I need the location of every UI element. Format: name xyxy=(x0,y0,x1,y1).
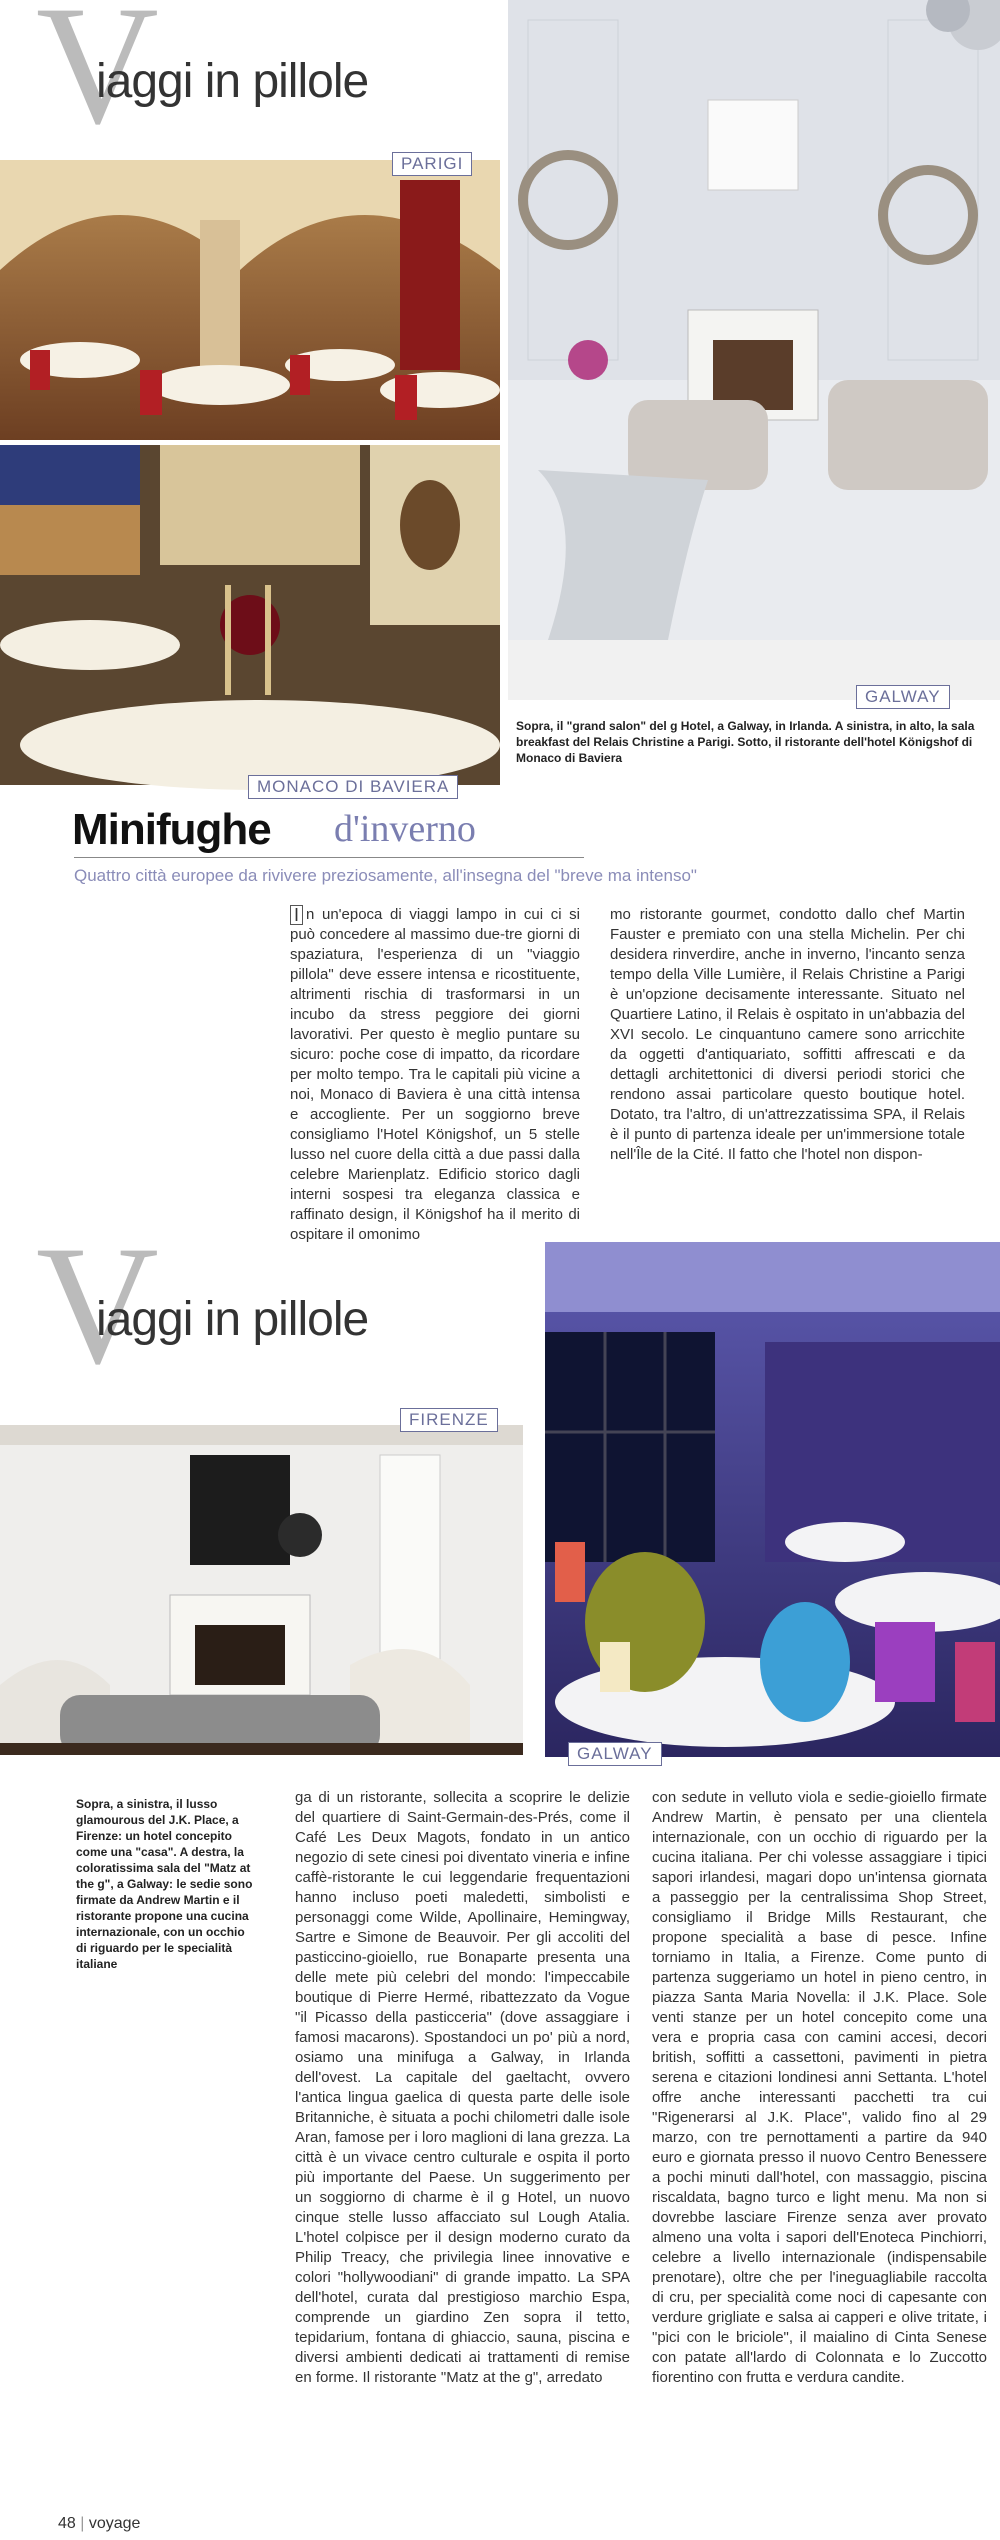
article-column-4 xyxy=(652,1788,987,2508)
label-galway-bottom: GALWAY xyxy=(568,1742,662,1766)
section-logo-text: iaggi in pillole xyxy=(96,55,369,108)
photo-galway-matz-restaurant xyxy=(545,1242,1000,1757)
drop-cap: I xyxy=(290,905,303,925)
article-column-3 xyxy=(295,1788,630,2508)
caption-top: Sopra, il "grand salon" del g Hotel, a Galway, in Irlanda. A sinistra, in alto, la sala breakfast del Relais Christine a Parigi. Sotto, il ristorante dell'hotel Königshof di Monaco di Baviera xyxy=(516,719,975,765)
title-light: d'inverno xyxy=(334,808,476,850)
title-bold: Minifughe xyxy=(72,805,271,854)
article-column-1 xyxy=(290,905,580,1243)
title-divider xyxy=(74,857,584,858)
label-monaco: MONACO DI BAVIERA xyxy=(248,775,458,799)
label-galway-top: GALWAY xyxy=(856,685,950,709)
column-4-text: con sedute in velluto viola e sedie-gioiello firmate Andrew Martin, è pensato per una clientela internazionale, con un occhio di riguardo per la cucina italiana. Per chi volesse assaggiare i tipici sapori irlandesi, magari dopo un'intensa giornata a passeggio per la centralissima Shop Street, consigliamo il Bridge Mills Restaurant, che propone specialità a base di pesce. Infine torniamo in Italia, a Firenze. Come punto di partenza suggeriamo un hotel in pieno centro, in piazza Santa Maria Novella: il J.K. Place. Sole venti stanze per un hotel concepito come una vera e propria casa con camini accesi, decori british, soffitti a cassettoni, pavimenti in pietra serena e citazioni londinesi anni Settanta. L'hotel offre anche interessanti pacchetti tra cui "Rigenerarsi al J.K. Place", valido fino al 29 marzo, con tre pernottamenti a partire da 940 euro e giornata presso il nuovo Centro Benessere a pochi minuti dall'hotel, con massaggio, piscina riscaldata, bagno turco e light menu. Ma non si dovrebbe lasciare Firenze senza aver provato almeno una volta i sapori dell'Enoteca Pinchiorri, celebre a livello internazionale (indispensabile prenotare), oltre che per l'ineguagliabile raccolta di cru, per specialità come noci di capesante con verdure grigliate e salsa ai capperi e olive tritate, i "pici con le briciole", il maialino di Cinta Senese con patate all'lardo di Colonnata e lo Zuccotto fiorentino con frutta e verdura candite. xyxy=(652,1789,987,2386)
label-parigi: PARIGI xyxy=(392,152,472,176)
article-subtitle: Quattro città europee da rivivere preziosamente, all'insegna del "breve ma intenso" xyxy=(74,866,697,885)
photo-firenze-jk-place xyxy=(0,1425,523,1755)
section-logo-v: V xyxy=(36,0,159,159)
section-logo-v-bottom: V xyxy=(36,1211,159,1399)
magazine-name: voyage xyxy=(88,2515,141,2532)
column-2-text: mo ristorante gourmet, condotto dallo chef Martin Fauster e premiato con una stella Michelin. Per chi desidera rinverdire, anche in inverno, l'incanto senza tempo della Ville Lumière, il Relais Christine a Parigi è un'opzione decisamente interessante. Situato nel Quartiere Latino, il Relais è ospitato in un'abbazia del XVI secolo. Le cinquantuno camere sono arricchite da oggetti d'antiquariato, soffitti affrescati e da dettagli architettonici di diversi periodi storici che rendono assai particolare questo boutique hotel. Dotato, tra l'altro, di un'attrezzatissima SPA, il Relais è il punto di partenza ideale per un'immersione totale nell'Île de la Cité. Il fatto che l'hotel non dispon- xyxy=(610,906,965,1163)
article-title xyxy=(72,805,582,854)
photo-paris-breakfast-room xyxy=(0,160,500,440)
photo-munich-restaurant xyxy=(0,445,500,785)
caption-bottom: Sopra, a sinistra, il lusso glamourous del J.K. Place, a Firenze: un hotel concepito come una "casa". A destra, la coloratissima sala del "Matz at the g", a Galway: le sedie sono firmate da Andrew Martin e il ristorante propone una cucina internazionale, con un occhio di riguardo per le specialità italiane xyxy=(76,1797,253,1971)
article-column-2 xyxy=(610,905,965,1225)
photo-galway-grand-salon xyxy=(508,0,1000,700)
section-logo-text-bottom: iaggi in pillole xyxy=(96,1293,369,1346)
column-3-text: ga di un ristorante, sollecita a scoprire le delizie del quartiere di Saint-Germain-des-Prés, come il Café Les Deux Magots, fondato in un antico negozio di sete cinesi poi diventato vineria e infine caffè-ristorante le cui leggendarie frequentazioni hanno incluso poeti maledetti, simbolisti e personaggi come Wilde, Apollinaire, Hemingway, Sartre e Simone de Beauvoir. Per gli accoliti del pasticcino-gioiello, rue Bonaparte presenta una delle mete più celebri del mondo: l'impeccabile boutique di Pierre Hermé, ribattezzato da Vogue "il Picasso della pasticceria" (dove assaggiare i famosi macarons). Spostandoci un po' più a nord, osiamo una minifuga a Galway, in Irlanda dell'ovest. La capitale del gaeltacht, ovvero l'antica lingua gaelica di questa parte delle isole Britanniche, è situata a pochi chilometri dalle isole Aran, famose per i loro maglioni di lana grezza. La città è un vivace centro culturale e ospita il porto più importante del Paese. Un suggerimento per un soggiorno di charme è il g Hotel, un nuovo cinque stelle lusso affacciato sul Lough Atalia. L'hotel colpisce per il design moderno curato da Philip Treacy, che privilegia linee innovative e colori "hollywoodiani" di grande impatto. La SPA dell'hotel, curata dal prestigioso marchio Espa, comprende un giardino Zen sopra il tetto, tepidarium, fontana di ghiaccio, sauna, piscina e diversi ambienti dedicati ai trattamenti di remise en forme. Il ristorante "Matz at the g", arredato xyxy=(295,1789,630,2386)
label-firenze: FIRENZE xyxy=(400,1408,498,1432)
page-folio: 48 | voyage xyxy=(58,2515,141,2532)
page-number: 48 xyxy=(58,2515,76,2532)
column-1-text: n un'epoca di viaggi lampo in cui ci si può concedere al massimo due-tre giorni di spaziatura, l'esperienza di un "viaggio pillola" deve essere intensa e ricostituente, altrimenti rischia di trasformarsi in un incubo da stress peggiore dei giorni lavorativi. Per questo è meglio puntare su sicuro: poche cose di impatto, da ricordare per molto tempo. Tra le capitali più vicine a noi, Monaco di Baviera è una città intensa e accogliente. Per un soggiorno breve consigliamo l'Hotel Königshof, un 5 stelle lusso nel cuore della città a due passi dalla celebre Marienplatz. Edificio storico dagli interni sospesi tra eleganza classica e raffinato design, il Königshof ha il merito di ospitare il omonimo xyxy=(290,906,580,1243)
